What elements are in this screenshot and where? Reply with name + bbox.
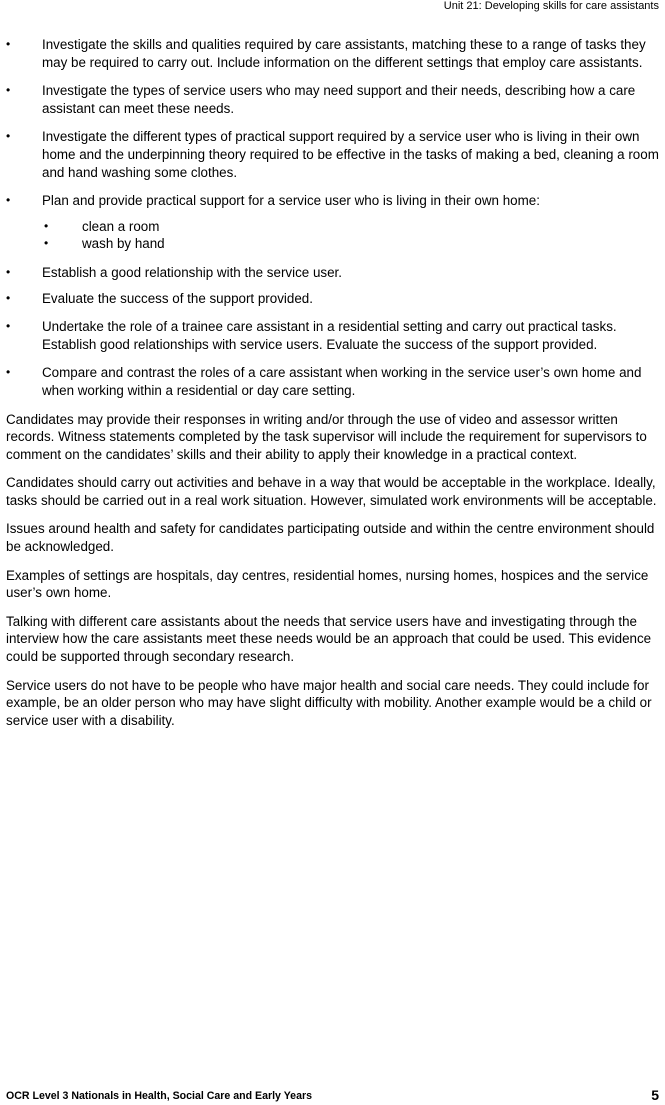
bullet-list — [6, 36, 660, 400]
bullet-dot-icon: • — [6, 365, 11, 380]
sub-list-item-text: wash by hand — [82, 236, 165, 252]
list-item — [6, 192, 660, 253]
list-item — [6, 36, 660, 71]
paragraph: Candidates should carry out activities and behave in a way that would be acceptable in the workplace. Ideally, tasks should be carried out in a real work situation. However, simulated work environments will be acceptable. — [6, 475, 657, 508]
list-item-text: Investigate the different types of practical support required by a service user who is living in their own home and the underpinning theory required to be effective in the tasks of making a bed, cleaning a room and hand washing some clothes. — [42, 129, 659, 180]
list-item-text: Investigate the skills and qualities required by care assistants, matching these to a range of tasks they may be required to carry out. Include information on the different settings that employ care assistants. — [42, 37, 646, 70]
list-item-text: Compare and contrast the roles of a care assistant when working in the service user’s own home and when working within a residential or day care setting. — [42, 365, 642, 398]
sub-list-item — [42, 235, 660, 253]
paragraph: Examples of settings are hospitals, day centres, residential homes, nursing homes, hospices and the service user’s own home. — [6, 567, 649, 601]
page-number: 5 — [651, 1087, 659, 1103]
list-item-text: Plan and provide practical support for a service user who is living in their own home: — [42, 193, 540, 209]
paragraph: Service users do not have to be people who have major health and social care needs. They could include for example, be an older person who may have slight difficulty with mobility. Another example would be a child or service user with a disability. — [6, 677, 652, 728]
sub-list-item-text: clean a room — [82, 218, 160, 234]
list-item-text: Investigate the types of service users who may need support and their needs, describing how a care assistant can meet these needs. — [42, 83, 636, 116]
bullet-dot-icon: • — [6, 193, 11, 208]
bullet-dot-icon: • — [6, 129, 11, 144]
sub-bullet-list — [42, 218, 660, 253]
footer-title: OCR Level 3 Nationals in Health, Social Care and Early Years — [6, 1090, 312, 1102]
list-item — [6, 318, 660, 353]
bullet-dot-icon: • — [44, 236, 49, 251]
list-item-text: Evaluate the success of the support provided. — [42, 290, 313, 306]
bullet-dot-icon: • — [6, 319, 11, 334]
bullet-dot-icon: • — [6, 264, 11, 279]
paragraph: Talking with different care assistants about the needs that service users have and investigating through the interview how the care assistants meet these needs would be an approach that could be used. This evidence could be supported through secondary research. — [6, 613, 652, 665]
running-header: Unit 21: Developing skills for care assistants — [443, 0, 659, 12]
bullet-dot-icon: • — [6, 83, 11, 98]
document-body — [6, 36, 660, 740]
list-item — [6, 82, 660, 117]
sub-list-item — [42, 218, 660, 236]
paragraph: Issues around health and safety for candidates participating outside and within the centre environment should be acknowledged. — [6, 521, 655, 555]
bullet-dot-icon: • — [44, 218, 49, 233]
list-item-text: Undertake the role of a trainee care assistant in a residential setting and carry out practical tasks. Establish good relationships with service users. Evaluate the success of the support provided. — [42, 319, 617, 352]
list-item — [6, 364, 660, 399]
paragraph: Candidates may provide their responses in writing and/or through the use of video and assessor written records. Witness statements completed by the task supervisor will include the requirement for supervisors to comment on the candidates’ skills and their ability to apply their knowledge in a practical context. — [6, 411, 647, 462]
list-item — [6, 290, 660, 308]
list-item-text: Establish a good relationship with the service user. — [42, 264, 342, 280]
list-item — [6, 264, 660, 282]
page-footer — [6, 1087, 659, 1103]
list-item — [6, 128, 660, 181]
bullet-dot-icon: • — [6, 37, 11, 51]
bullet-dot-icon: • — [6, 290, 11, 305]
